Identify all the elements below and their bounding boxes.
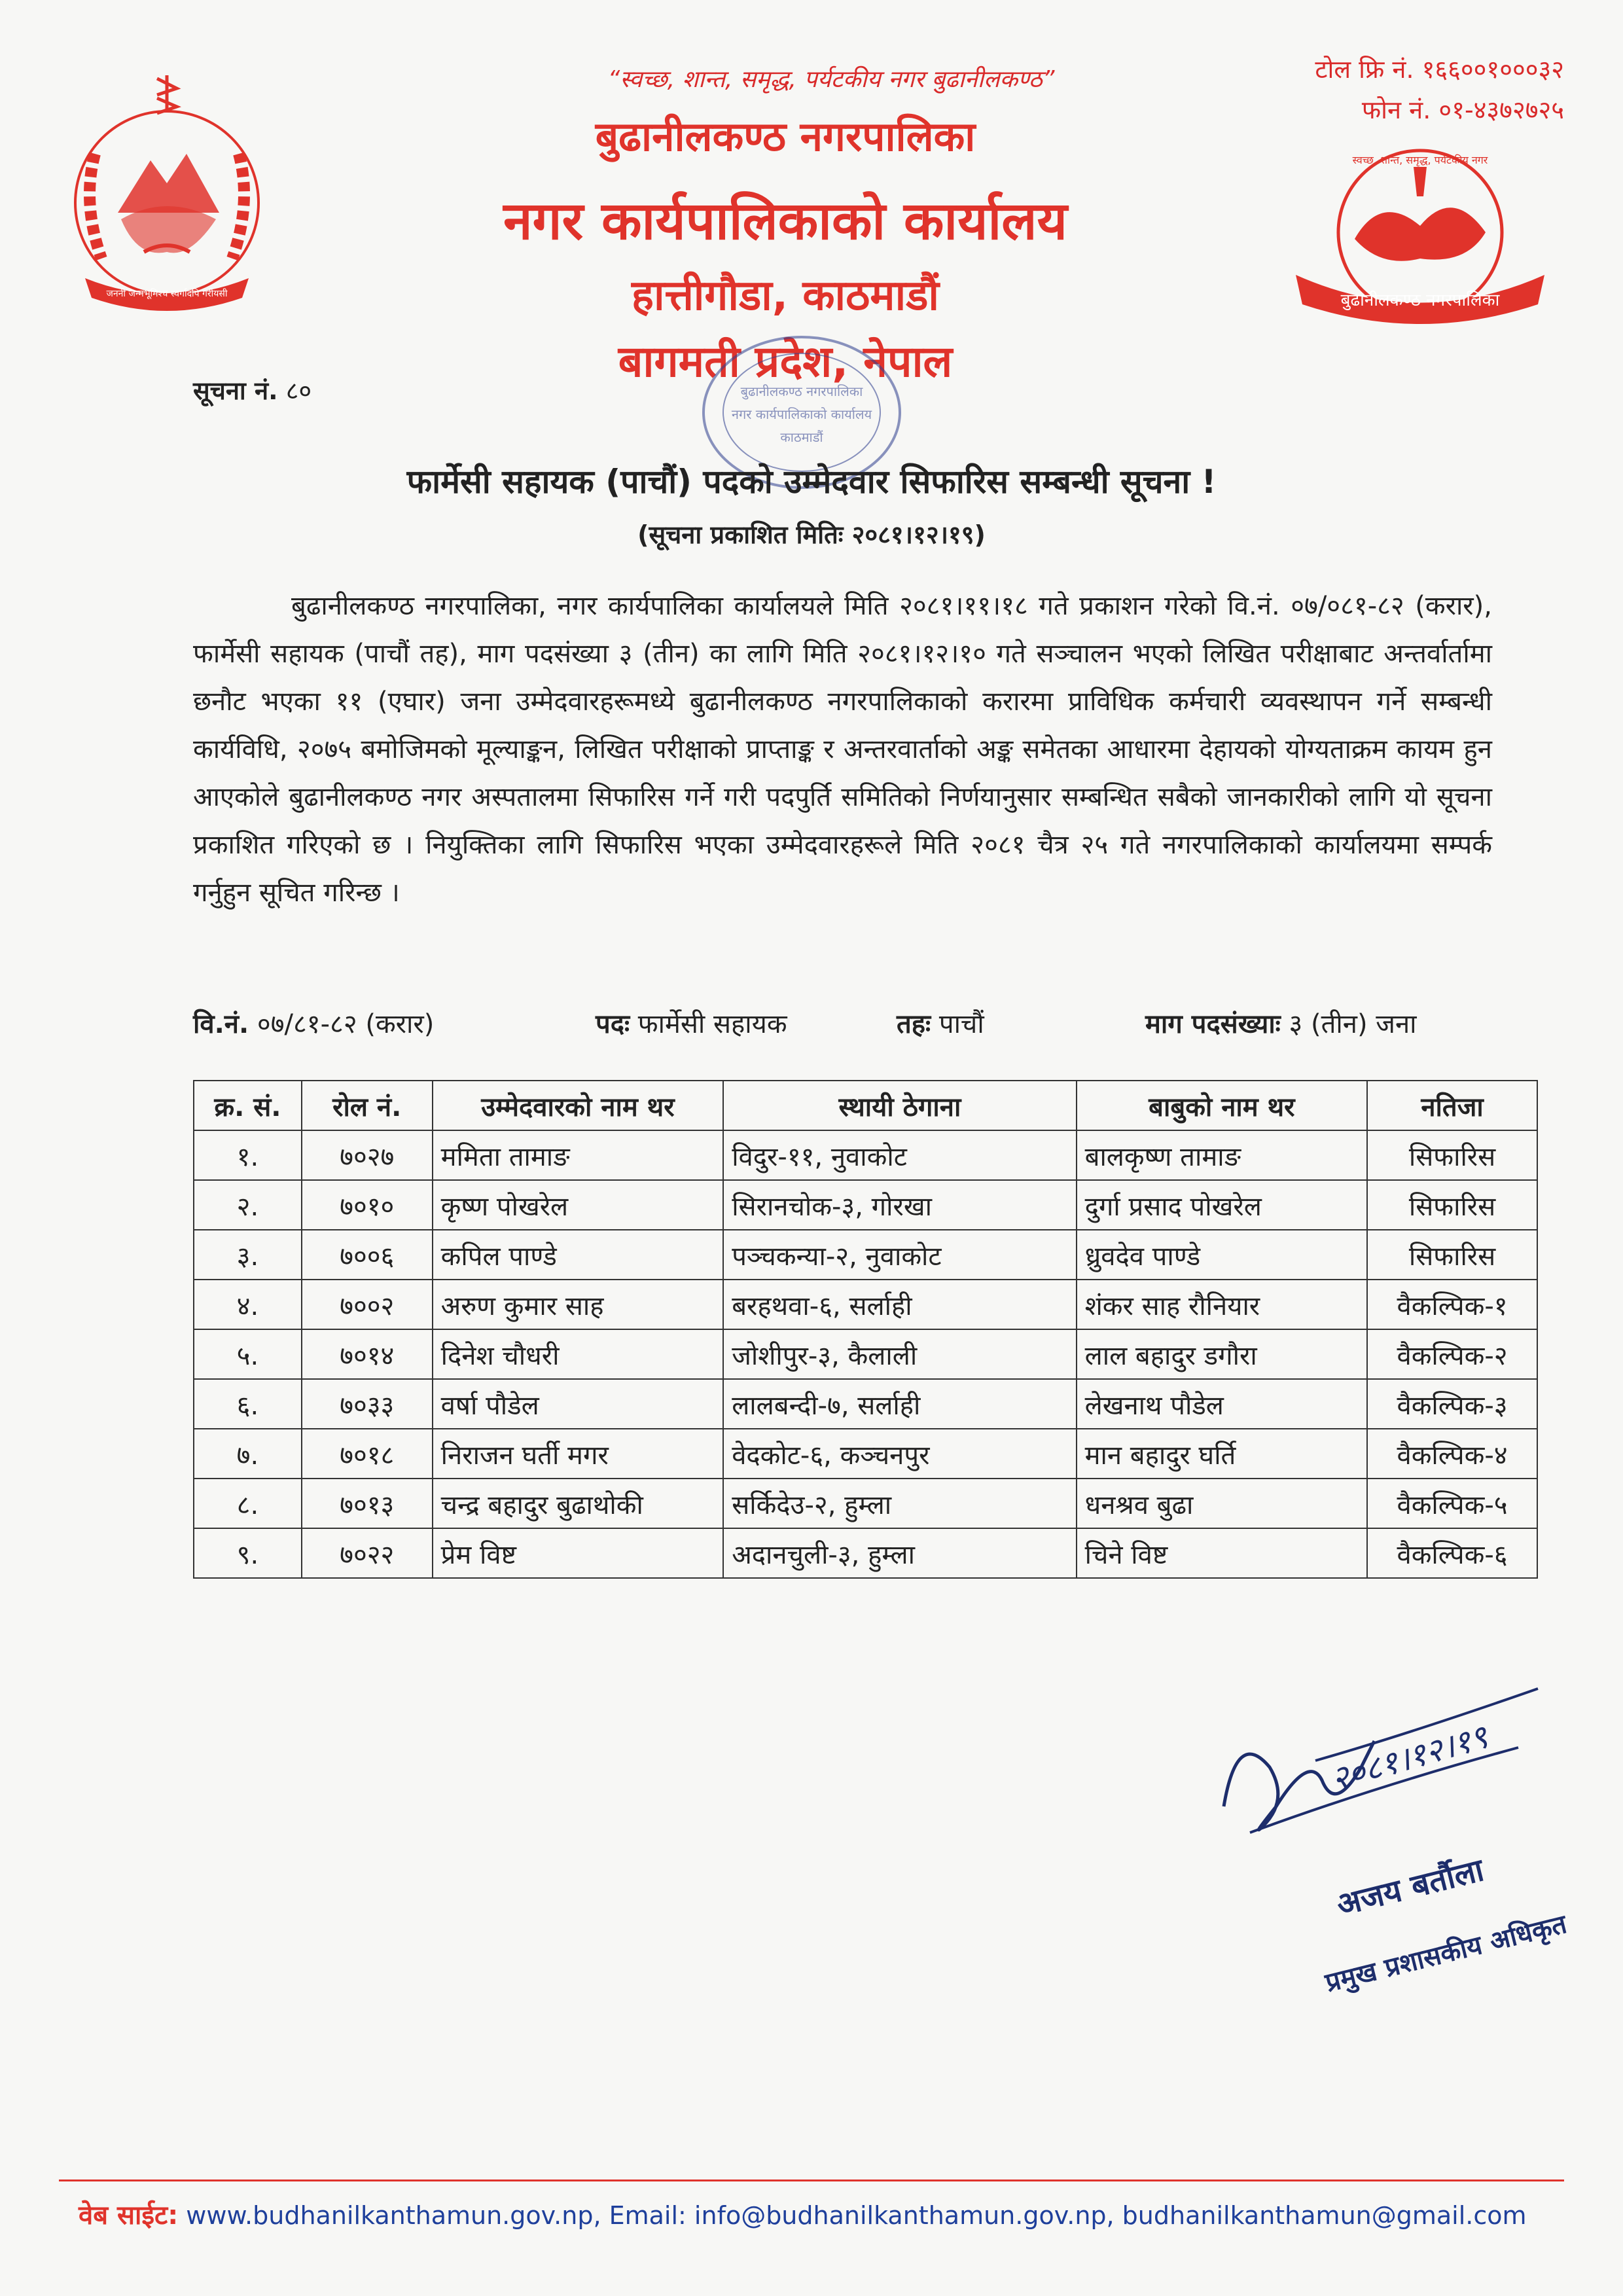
demand-count	[1145, 1005, 1417, 1041]
result-table	[193, 1080, 1538, 1579]
header-roll: रोल नं.	[302, 1081, 433, 1130]
phone-number: फोन नं. ०१-४३७२७२५	[1361, 96, 1564, 124]
cell-roll-number: ७००२	[302, 1280, 433, 1329]
cell-result: वैकल्पिक-४	[1367, 1429, 1537, 1479]
header-father-name: बाबुको नाम थर	[1077, 1081, 1367, 1130]
emblem-right-slogan: स्वच्छ, शान्त, समृद्ध, पर्यटकीय नगर	[1352, 154, 1488, 166]
cell-candidate-name: कृष्ण पोखरेल	[433, 1180, 724, 1230]
cell-roll-number: ७०२७	[302, 1130, 433, 1180]
cell-serial: ३.	[194, 1230, 302, 1280]
cell-father-name: दुर्गा प्रसाद पोखरेल	[1077, 1180, 1367, 1230]
publish-date: (सूचना प्रकाशित मितिः २०८१।१२।१९)	[637, 520, 986, 549]
cell-roll-number: ७०२२	[302, 1528, 433, 1578]
cell-candidate-name: अरुण कुमार साह	[433, 1280, 724, 1329]
municipality-logo-icon	[1283, 134, 1558, 337]
cell-result: वैकल्पिक-१	[1367, 1280, 1537, 1329]
emblem-left-text: जननी जन्मभूमिश्च स्वर्गादपि गरीयसी	[106, 289, 228, 299]
toll-free-number: टोल फ्रि नं. १६६००१०००३२	[1315, 55, 1564, 84]
cell-result: वैकल्पिक-३	[1367, 1379, 1537, 1429]
cell-father-name: लेखनाथ पौडेल	[1077, 1379, 1367, 1429]
cell-roll-number: ७०१०	[302, 1180, 433, 1230]
cell-candidate-name: दिनेश चौधरी	[433, 1329, 724, 1379]
cell-serial: ८.	[194, 1479, 302, 1528]
level-value: पाचौं	[938, 1009, 984, 1039]
cell-father-name: ध्रुवदेव पाण्डे	[1077, 1230, 1367, 1280]
cell-father-name: शंकर साह रौनियार	[1077, 1280, 1367, 1329]
cell-candidate-name: चन्द्र बहादुर बुढाथोकी	[433, 1479, 724, 1528]
province-name: बागमती प्रदेश, नेपाल	[618, 336, 953, 387]
table-row	[194, 1429, 1537, 1479]
office-name: नगर कार्यपालिकाको कार्यालय	[503, 190, 1067, 251]
cell-serial: ५.	[194, 1329, 302, 1379]
cell-address: जोशीपुर-३, कैलाली	[723, 1329, 1076, 1379]
notice-body	[193, 583, 1492, 917]
advertisement-number	[193, 1005, 434, 1041]
table-row	[194, 1230, 1537, 1280]
ad-label: वि.नं.	[193, 1009, 249, 1039]
header-address: स्थायी ठेगाना	[723, 1081, 1076, 1130]
notice-number	[193, 373, 312, 407]
cell-serial: ६.	[194, 1379, 302, 1429]
cell-serial: ७.	[194, 1429, 302, 1479]
cell-address: पञ्चकन्या-२, नुवाकोट	[723, 1230, 1076, 1280]
stamp-line-3: काठमाडौं	[780, 429, 823, 445]
cell-result: सिफारिस	[1367, 1230, 1537, 1280]
cell-father-name: धनश्रव बुढा	[1077, 1479, 1367, 1528]
cell-roll-number: ७०१८	[302, 1429, 433, 1479]
cell-candidate-name: कपिल पाण्डे	[433, 1230, 724, 1280]
cell-father-name: मान बहादुर घर्ति	[1077, 1429, 1367, 1479]
notice-body-text: बुढानीलकण्ठ नगरपालिका, नगर कार्यपालिका कार्यालयले मिति २०८१।११।१८ गते प्रकाशन गरेको वि.नं. ०७/०८१-८२ (करार), फार्मेसी सहायक (पाचौं तह), माग पदसंख्या ३ (तीन) का लागि मिति २०८१।१२।१० गते सञ्चालन भएको लिखित परीक्षाबाट अन्तर्वार्तामा छनौट भएका ११ (एघार) जना उम्मेदवारहरूमध्ये बुढानीलकण्ठ नगरपालिकाको करारमा प्राविधिक कर्मचारी व्यवस्थापन गर्ने सम्बन्धी कार्यविधि, २०७५ बमोजिमको मूल्याङ्कन, लिखित परीक्षाको प्राप्ताङ्क र अन्तरवार्ताको अङ्क समेतका आधारमा देहायको योग्यताक्रम कायम हुन आएकोले बुढानीलकण्ठ नगर अस्पतालमा सिफारिस गर्ने गरी पदपुर्ति समितिको निर्णयानुसार सम्बन्धित सबैको जानकारीको लागि यो सूचना प्रकाशित गरिएको छ । नियुक्तिका लागि सिफारिस भएका उम्मेदवारहरूले मिति २०८१ चैत्र २५ गते नगरपालिकाको कार्यालयमा सम्पर्क गर्नुहुन सूचित गरिन्छ ।	[193, 591, 1492, 908]
cell-address: सिरानचोक-३, गोरखा	[723, 1180, 1076, 1230]
table-row	[194, 1379, 1537, 1429]
nepal-emblem-icon	[59, 62, 275, 317]
cell-serial: ९.	[194, 1528, 302, 1578]
cell-serial: २.	[194, 1180, 302, 1230]
table-row	[194, 1479, 1537, 1528]
cell-result: सिफारिस	[1367, 1130, 1537, 1180]
notice-number-value: ८०	[285, 376, 312, 405]
cell-address: लालबन्दी-७, सर्लाही	[723, 1379, 1076, 1429]
table-row	[194, 1280, 1537, 1329]
cell-serial: ४.	[194, 1280, 302, 1329]
post-value: फार्मेसी सहायक	[637, 1009, 787, 1039]
notice-number-label: सूचना नं.	[193, 376, 278, 405]
demand-value: ३ (तीन) जना	[1289, 1009, 1417, 1039]
table-header-row	[194, 1081, 1537, 1130]
cell-result: सिफारिस	[1367, 1180, 1537, 1230]
cell-roll-number: ७०३३	[302, 1379, 433, 1429]
footer-label: वेब साईट:	[79, 2200, 179, 2231]
signatory-title: प्रमुख प्रशासकीय अधिकृत	[1322, 1909, 1570, 1998]
cell-result: वैकल्पिक-२	[1367, 1329, 1537, 1379]
cell-candidate-name: ममिता तामाङ	[433, 1130, 724, 1180]
cell-roll-number: ७०१३	[302, 1479, 433, 1528]
demand-label: माग पदसंख्याः	[1145, 1009, 1281, 1039]
cell-result: वैकल्पिक-५	[1367, 1479, 1537, 1528]
table-row	[194, 1180, 1537, 1230]
cell-result: वैकल्पिक-६	[1367, 1528, 1537, 1578]
stamp-line-1: बुढानीलकण्ठ नगरपालिका	[740, 384, 863, 399]
emblem-right-text: बुढानीलकण्ठ नगरपालिका	[1340, 291, 1500, 310]
cell-address: सर्किदेउ-२, हुम्ला	[723, 1479, 1076, 1528]
slogan: “स्वच्छ, शान्त, समृद्ध, पर्यटकीय नगर बुढानीलकण्ठ”	[607, 66, 1055, 93]
table-row	[194, 1528, 1537, 1578]
signatory-name: अजय बर्तौला	[1332, 1852, 1488, 1924]
cell-father-name: बालकृष्ण तामाङ	[1077, 1130, 1367, 1180]
footer-divider	[59, 2179, 1564, 2181]
office-location: हात्तीगौडा, काठमाडौं	[632, 272, 939, 320]
cell-father-name: चिने विष्ट	[1077, 1528, 1367, 1578]
post-name	[596, 1005, 787, 1041]
post-label: पदः	[596, 1009, 630, 1039]
header-serial: क्र. सं.	[194, 1081, 302, 1130]
ad-value: ०७/८१-८२ (करार)	[257, 1009, 435, 1039]
notice-title: फार्मेसी सहायक (पाचौं) पदको उम्मेदवार सिफारिस सम्बन्धी सूचना !	[406, 463, 1217, 501]
cell-roll-number: ७०१४	[302, 1329, 433, 1379]
cell-candidate-name: वर्षा पौडेल	[433, 1379, 724, 1429]
signature-date: २०८१।१२।१९	[1327, 1717, 1492, 1799]
footer	[79, 2196, 1584, 2232]
cell-address: अदानचुली-३, हुम्ला	[723, 1528, 1076, 1578]
cell-father-name: लाल बहादुर डगौरा	[1077, 1329, 1367, 1379]
table-row	[194, 1130, 1537, 1180]
cell-address: बरहथवा-६, सर्लाही	[723, 1280, 1076, 1329]
municipality-name: बुढानीलकण्ठ नगरपालिका	[595, 113, 976, 160]
cell-serial: १.	[194, 1130, 302, 1180]
footer-contacts: www.budhanilkanthamun.gov.np, Email: info@budhanilkanthamun.gov.np, budhanilkanthamun@gmail.com	[186, 2201, 1527, 2230]
level-label: तहः	[897, 1009, 931, 1039]
header-result: नतिजा	[1367, 1081, 1537, 1130]
stamp-line-2: नगर कार्यपालिकाको कार्यालय	[731, 406, 872, 422]
cell-address: विदुर-११, नुवाकोट	[723, 1130, 1076, 1180]
post-level	[897, 1005, 984, 1041]
cell-candidate-name: प्रेम विष्ट	[433, 1528, 724, 1578]
cell-address: वेदकोट-६, कञ्चनपुर	[723, 1429, 1076, 1479]
header-candidate-name: उम्मेदवारको नाम थर	[433, 1081, 724, 1130]
cell-candidate-name: निराजन घर्ती मगर	[433, 1429, 724, 1479]
cell-roll-number: ७००६	[302, 1230, 433, 1280]
table-row	[194, 1329, 1537, 1379]
